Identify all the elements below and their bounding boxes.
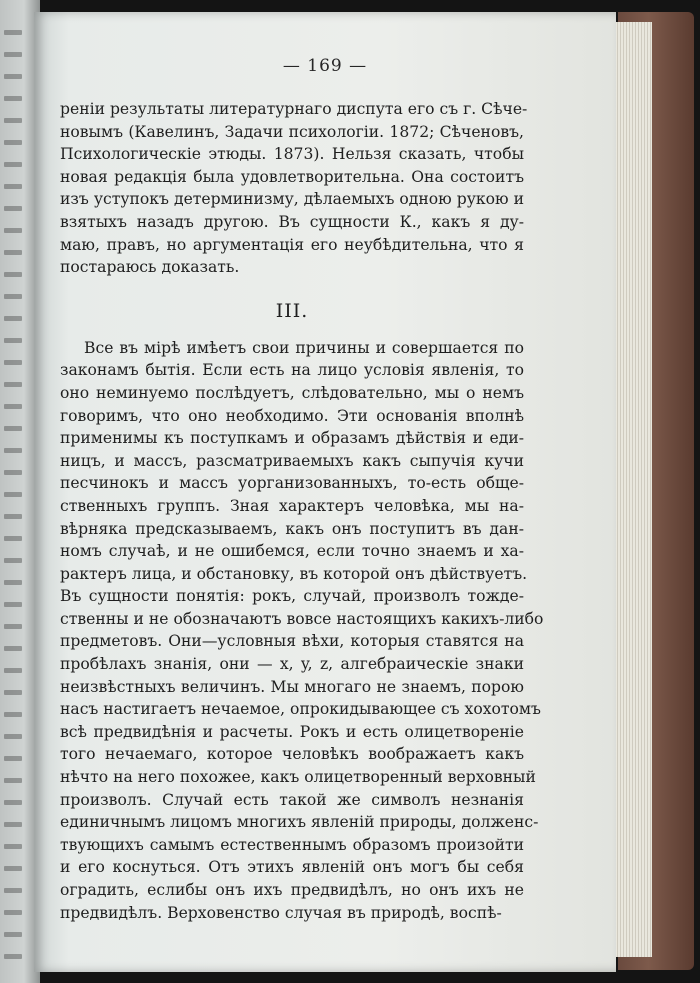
facing-page-text-fragment	[4, 360, 22, 365]
text-line: оно неминуемо послѣдуетъ, слѣдовательно, мы о немъ	[60, 383, 524, 402]
page-number: — 169 —	[282, 56, 368, 76]
facing-page-text-fragment	[4, 118, 22, 123]
text-line: ницъ, и массъ, разсматриваемыхъ какъ сыпучiя кучи	[60, 451, 524, 470]
book-page	[34, 12, 616, 972]
facing-page-text-fragment	[4, 184, 22, 189]
section-heading: III.	[275, 299, 309, 322]
facing-page-text-fragment	[4, 822, 22, 827]
facing-page-text-fragment	[4, 514, 22, 519]
text-line: применимы къ поступкамъ и образамъ дѣйствiя и еди-	[60, 429, 524, 448]
text-line: законамъ бытiя. Если есть на лицо условiя явленiя, то	[60, 361, 524, 380]
facing-page-text-fragment	[4, 338, 22, 343]
facing-page-text-fragment	[4, 492, 22, 497]
facing-page-text-fragment	[4, 580, 22, 585]
text-line: новымъ (Кавелинъ, Задачи психологiи. 1872; Сѣченовъ,	[60, 122, 524, 141]
text-line: твующихъ самымъ естественнымъ образомъ произойти	[60, 835, 524, 854]
text-line: оградить, еслибы онъ ихъ предвидѣлъ, но онъ ихъ не	[60, 881, 524, 899]
facing-page-text-fragment	[4, 294, 22, 299]
facing-page-text-fragment	[4, 888, 22, 893]
facing-page-text-fragment	[4, 712, 22, 717]
facing-page-text-fragment	[4, 404, 22, 409]
text-line: ственныхъ группъ. Зная характеръ человѣка, мы на-	[60, 496, 524, 515]
text-line: ренiи результаты литературнаго диспута его съ г. Сѣче-	[60, 100, 528, 118]
facing-page-text-fragment	[4, 426, 22, 431]
text-line: Въ сущности понятiя: рокъ, случай, произволъ тожде-	[60, 587, 524, 606]
facing-page-text-fragment	[4, 602, 22, 607]
text-line: всѣ предвидѣнiя и расчеты. Рокъ и есть олицетворенiе	[60, 722, 524, 741]
facing-page-text-fragment	[4, 646, 22, 651]
facing-page-text-fragment	[4, 668, 22, 673]
text-line: новая редакцiя была удовлетворительна. Она состоитъ	[60, 167, 524, 186]
text-line: насъ настигаетъ нечаемое, опрокидывающее съ хохотомъ	[60, 700, 541, 719]
facing-page-text-fragment	[4, 52, 22, 57]
facing-page-text-fragment	[4, 954, 22, 959]
text-line: нѣчто на него похожее, какъ олицетворенный верховный	[60, 768, 536, 787]
text-line: единичнымъ лицомъ многихъ явленiй природы, долженс-	[60, 813, 539, 832]
facing-page-text-fragment	[4, 74, 22, 79]
facing-page-text-fragment	[4, 734, 22, 739]
facing-page-text-fragment	[4, 844, 22, 849]
facing-page-text-fragment	[4, 932, 22, 937]
facing-page-text-fragment	[4, 778, 22, 783]
page-stack-edge	[612, 22, 652, 957]
text-line: предметовъ. Они—условныя вѣхи, которыя ставятся на	[60, 632, 524, 651]
facing-page-text-fragment	[4, 206, 22, 211]
paragraph-2	[60, 337, 544, 924]
text-line: и его коснуться. Отъ этихъ явленiй онъ могъ бы себя	[60, 858, 524, 877]
facing-page-text-fragment	[4, 30, 22, 35]
facing-page-text-fragment	[4, 470, 22, 475]
text-line: взятыхъ назадъ другою. Въ сущности К., какъ я ду-	[60, 212, 524, 231]
text-line: песчинокъ и массъ уорганизованныхъ, то-есть обще-	[60, 474, 524, 493]
text-line: рактеръ лица, и обстановку, въ которой онъ дѣйствуетъ.	[60, 564, 528, 583]
facing-page-text-fragment	[4, 96, 22, 101]
facing-page-text-fragment	[4, 316, 22, 321]
text-line: вѣрняка предсказываемъ, какъ онъ поступитъ въ дан-	[60, 519, 524, 538]
text-line: того нечаемаго, которое человѣкъ воображаетъ какъ	[60, 745, 524, 764]
text-line: номъ случаѣ, и не ошибемся, если точно знаемъ и ха-	[60, 542, 524, 561]
facing-page-text-fragment	[4, 558, 22, 563]
facing-page-text-fragment	[4, 624, 22, 629]
text-line: ственны и не обозначаютъ вовсе настоящихъ какихъ-либо	[60, 609, 544, 628]
facing-page-text-fragment	[4, 690, 22, 695]
facing-page-text-fragment	[4, 448, 22, 453]
facing-page-text-fragment	[4, 866, 22, 871]
facing-page-text-fragment	[4, 382, 22, 387]
facing-page-text-fragment	[4, 140, 22, 145]
facing-page-text-fragment	[4, 272, 22, 277]
text-line: маю, правъ, но аргументацiя его неубѣдительна, что я	[60, 235, 524, 254]
facing-page-text-fragment	[4, 228, 22, 233]
text-line: Психологическiе этюды. 1873). Нельзя сказать, чтобы	[60, 145, 524, 164]
text-line: говоримъ, что оно необходимо. Эти основанiя вполнѣ	[60, 406, 524, 425]
text-line: Все въ мiрѣ имѣетъ свои причины и совершается по	[84, 338, 524, 357]
facing-page-text-fragment	[4, 536, 22, 541]
text-line: пробѣлахъ знанiя, они — x, y, z, алгебраическiе знаки	[60, 655, 524, 674]
facing-page-text-fragment	[4, 756, 22, 761]
text-line: изъ уступокъ детерминизму, дѣлаемыхъ одною рукою и	[60, 190, 524, 209]
facing-page-text-fragment	[4, 800, 22, 805]
text-line: предвидѣлъ. Верховенство случая въ природѣ, воспѣ-	[60, 903, 502, 922]
paragraph-1	[60, 98, 528, 279]
text-line: постараюсь доказать.	[60, 258, 240, 277]
facing-page-text-fragment	[4, 162, 22, 167]
page-text	[60, 98, 544, 924]
facing-page-text-fragment	[4, 250, 22, 255]
text-line: произволъ. Случай есть такой же символъ незнанiя	[60, 790, 524, 809]
facing-page-text-fragment	[4, 910, 22, 915]
text-line: неизвѣстныхъ величинъ. Мы многаго не знаемъ, порою	[60, 677, 524, 696]
